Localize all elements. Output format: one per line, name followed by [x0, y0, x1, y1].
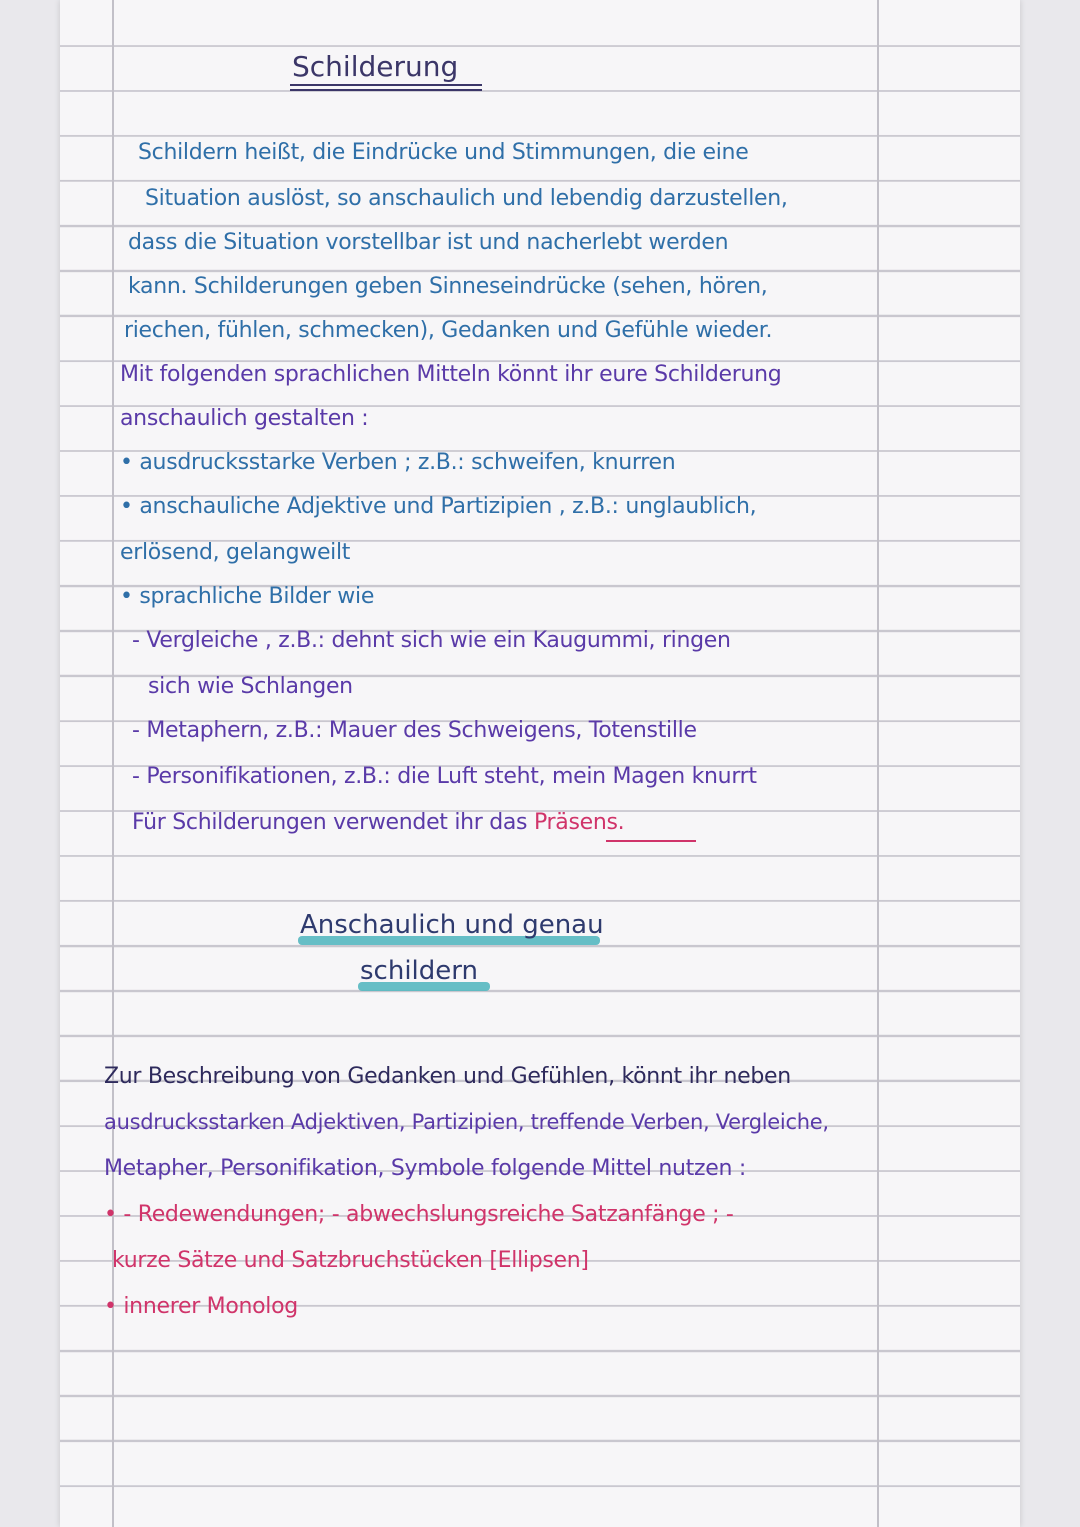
- intro-line: Mit folgenden sprachlichen Mitteln könnt ihr eure Schilderung: [120, 362, 782, 387]
- bullet-item: • anschauliche Adjektive und Partizipien , z.B.: unglaublich,: [120, 494, 757, 519]
- intro-line: dass die Situation vorstellbar ist und nacherlebt werden: [128, 230, 729, 255]
- tense-word-underline: [606, 840, 696, 842]
- title-underline: [290, 84, 482, 86]
- bullet-subitem-continuation: sich wie Schlangen: [148, 674, 353, 699]
- tense-line-prefix: Für Schilderungen verwendet ihr das: [132, 810, 528, 835]
- tense-word: Präsens.: [533, 810, 625, 835]
- bullet-item: • sprachliche Bilder wie: [120, 584, 375, 609]
- intro-line: anschaulich gestalten :: [120, 406, 369, 431]
- intro-line: riechen, fühlen, schmecken), Gedanken und Gefühle wieder.: [124, 318, 773, 343]
- pink-list-item: • - Redewendungen; - abwechslungsreiche Satzanfänge ; -: [104, 1202, 734, 1227]
- intro-line: kann. Schilderungen geben Sinneseindrücke (sehen, hören,: [128, 274, 768, 299]
- bullet-subitem: - Metaphern, z.B.: Mauer des Schweigens, Totenstille: [132, 718, 697, 743]
- subheading-line2: schildern: [360, 956, 478, 986]
- bullet-subitem: - Vergleiche , z.B.: dehnt sich wie ein Kaugummi, ringen: [132, 628, 731, 653]
- second-paragraph-line: Metapher, Personifikation, Symbole folgende Mittel nutzen :: [104, 1156, 746, 1181]
- intro-line: Schildern heißt, die Eindrücke und Stimmungen, die eine: [138, 140, 749, 165]
- second-paragraph-line: Zur Beschreibung von Gedanken und Gefühlen, könnt ihr neben: [104, 1064, 791, 1089]
- tense-line: [132, 810, 624, 835]
- intro-line: Situation auslöst, so anschaulich und lebendig darzustellen,: [145, 186, 788, 211]
- second-paragraph-line: ausdrucksstarken Adjektiven, Partizipien, treffende Verben, Vergleiche,: [104, 1110, 829, 1134]
- right-margin-line: [877, 0, 879, 1527]
- subheading-line1: Anschaulich und genau: [300, 910, 604, 940]
- page-title: Schilderung: [292, 50, 459, 83]
- title-underline: [290, 89, 482, 91]
- bullet-subitem: - Personifikationen, z.B.: die Luft steht, mein Magen knurrt: [132, 764, 757, 789]
- bullet-continuation: erlösend, gelangweilt: [120, 540, 351, 565]
- pink-list-continuation: kurze Sätze und Satzbruchstücken [Ellipsen]: [112, 1248, 589, 1273]
- pink-list-item: • innerer Monolog: [104, 1294, 298, 1319]
- bullet-item: • ausdrucksstarke Verben ; z.B.: schweifen, knurren: [120, 450, 676, 475]
